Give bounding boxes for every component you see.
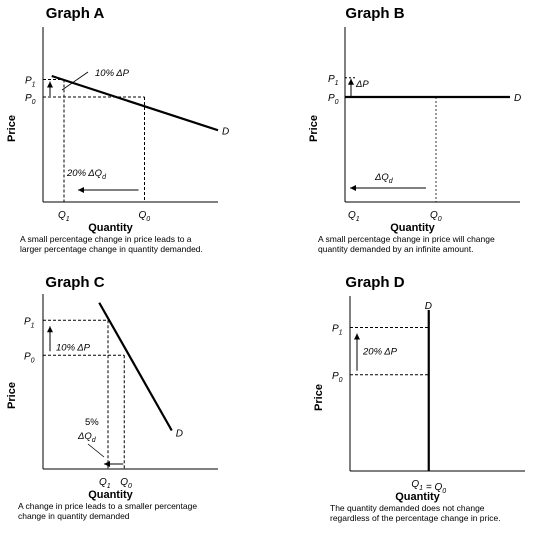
y-axis-label: Price [313, 384, 325, 411]
y-axis-label: Price [6, 382, 18, 409]
y-axis-label: Price [308, 115, 320, 142]
qty-note-leader [88, 444, 104, 457]
price-change-arrow-head [348, 79, 354, 85]
qty-change-arrow-head [350, 185, 356, 191]
x-axis-label: Quantity [88, 489, 133, 501]
tick-q0: $Q_0$ [138, 210, 151, 223]
price-change-arrow-head [47, 326, 53, 332]
curve-label-d: D [222, 126, 230, 138]
tick-q: $Q_1 = Q_0$ [411, 479, 447, 495]
tick-p1: $P_1$ [24, 316, 35, 330]
tick-p1: $P_1$ [328, 73, 339, 87]
tick-p0: $P_0$ [24, 351, 35, 365]
tick-p0: $P_0$ [332, 370, 343, 384]
chart-title: Graph D [345, 274, 405, 291]
x-axis-label: Quantity [88, 222, 133, 234]
qty-change-note: 20% $\Delta Q_d$ [67, 168, 106, 181]
tick-q0: $Q_0$ [430, 210, 442, 223]
chart-title: Graph A [45, 5, 105, 22]
qty-change-pct-note: 5% [85, 417, 99, 428]
chart-title: Graph B [345, 5, 405, 22]
tick-p1: $P_1$ [25, 75, 36, 89]
price-change-arrow-head [354, 334, 360, 340]
caption-line-2: change in quantity demanded [18, 511, 130, 521]
price-change-note: 10% ΔP [56, 342, 91, 354]
tick-q1: $Q_1$ [99, 477, 111, 490]
graph-b [272, 0, 543, 269]
demand-curve [52, 76, 218, 130]
curve-label-d: D [514, 93, 522, 104]
x-axis-label: Quantity [390, 222, 435, 234]
price-change-note: 20% ΔP [363, 346, 398, 358]
tick-q1: $Q_1$ [348, 210, 360, 223]
curve-label-d: D [175, 428, 183, 440]
caption-line-2: regardless of the percentage change in price. [330, 513, 501, 523]
tick-p0: $P_0$ [328, 93, 339, 106]
tick-q0: $Q_0$ [120, 477, 132, 490]
graph-a [0, 0, 272, 269]
curve-label-d: D [424, 301, 432, 312]
caption-line-1: A small percentage change in price will change [318, 234, 495, 244]
qty-change-arrow-head [104, 461, 110, 467]
caption-line-1: A change in price leads to a smaller percentage [18, 501, 198, 511]
tick-p1: $P_1$ [332, 323, 343, 337]
price-change-arrow-head [47, 82, 53, 88]
chart-title: Graph C [45, 274, 105, 291]
y-axis-label: Price [6, 115, 18, 142]
graph-c [0, 269, 272, 538]
tick-q1: $Q_1$ [58, 210, 70, 223]
demand-curve [99, 303, 172, 431]
caption-line-2: larger percentage change in quantity demanded. [20, 244, 203, 254]
x-axis-label: Quantity [395, 491, 440, 503]
qty-change-note: $\Delta Q_d$ [78, 431, 96, 444]
caption-line-2: quantity demanded by an infinite amount. [318, 244, 474, 254]
graph-d [272, 269, 543, 538]
qty-change-arrow-head [78, 187, 84, 193]
qty-change-note: $\Delta Q_d$ [375, 172, 393, 185]
price-change-note: 10% ΔP [95, 68, 130, 79]
price-change-note: ΔP [356, 78, 369, 90]
caption-line-1: A small percentage change in price leads to a [20, 234, 192, 244]
caption-line-1: The quantity demanded does not change [330, 503, 485, 513]
tick-p0: $P_0$ [25, 93, 36, 106]
